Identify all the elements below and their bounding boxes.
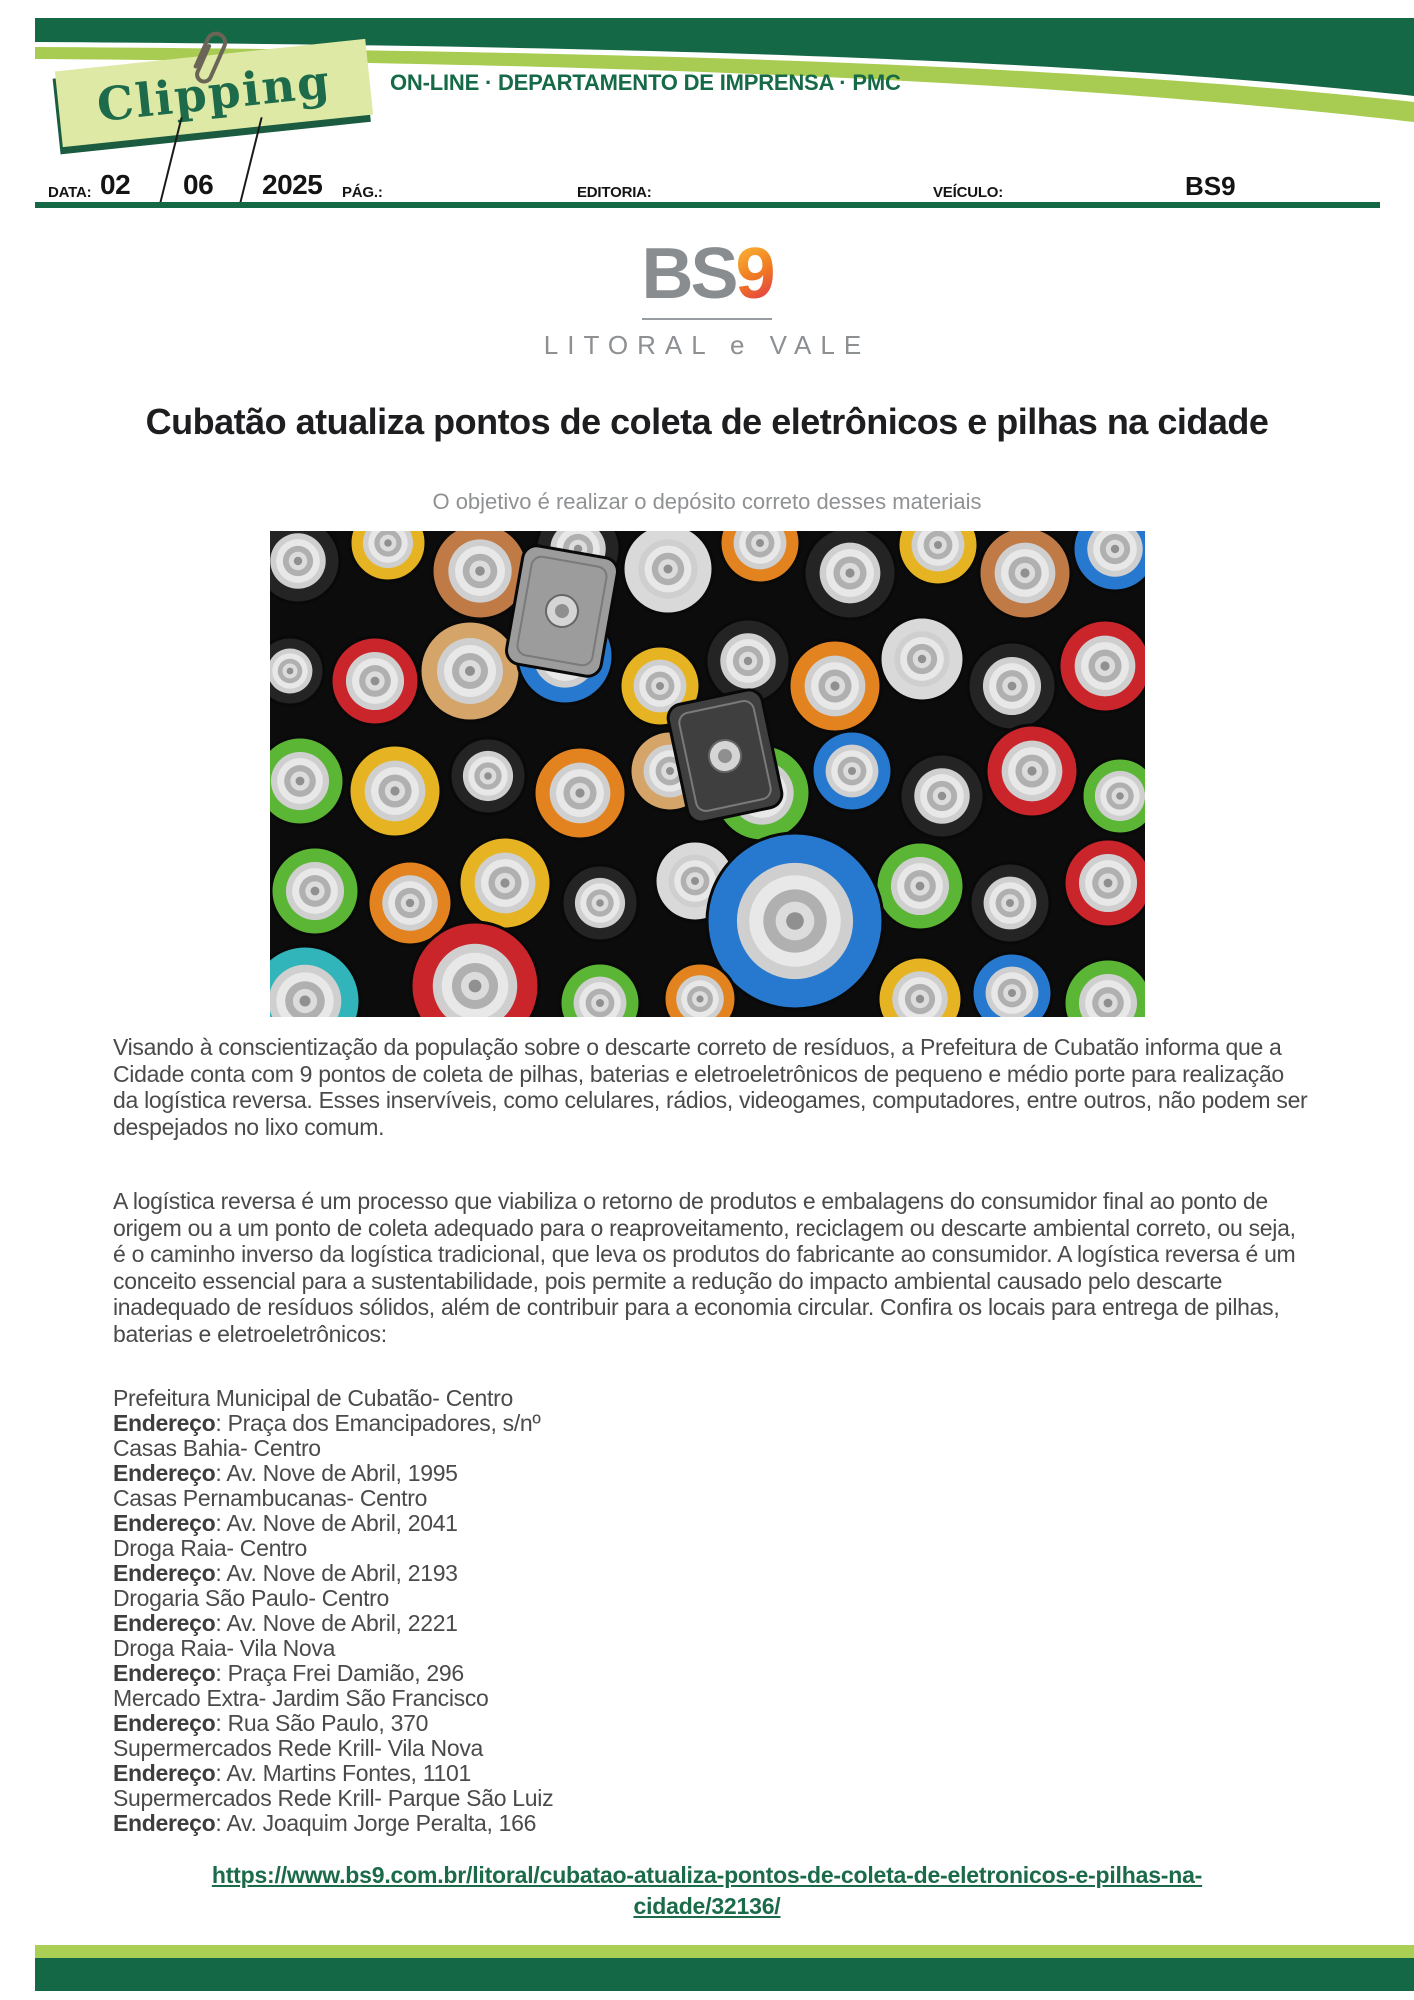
source-link[interactable]: https://www.bs9.com.br/litoral/cubatao-atualiza-pontos-de-coleta-de-eletronicos-e-pilhas-na-cidade/32136/ bbox=[211, 1862, 1203, 1919]
location-name: Prefeitura Municipal de Cubatão- Centro bbox=[113, 1385, 513, 1411]
paragraph: A logística reversa é um processo que viabiliza o retorno de produtos e embalagens do consumidor final ao ponto de origem ou a um ponto de coleta adequado para o reaproveitamento, reciclagem ou descarte ambiental correto, ou seja, é o caminho inverso da logística tradicional, que leva os produtos do fabricante ao consumidor. A logística reversa é um conceito essencial para a sustentabilidade, pois permite a redução do impacto ambiental causado pelo descarte inadequado de resíduos sólidos, além de contribuir para a economia circular. Confira os locais para entrega de pilhas, baterias e eletroeletrônicos: bbox=[113, 1188, 1296, 1347]
logo-tagline: LITORAL e VALE bbox=[543, 330, 871, 360]
location-address: Endereço: Praça Frei Damião, 296 bbox=[113, 1660, 464, 1686]
article-title: Cubatão atualiza pontos de coleta de eletrônicos e pilhas na cidade bbox=[145, 401, 1269, 442]
data-label: DATA: bbox=[48, 184, 92, 201]
location-name: Drogaria São Paulo- Centro bbox=[113, 1585, 390, 1611]
footer-light-band bbox=[35, 1945, 1414, 1958]
article-subtitle: O objetivo é realizar o depósito correto desses materiais bbox=[432, 489, 982, 514]
article-image bbox=[270, 531, 1145, 1017]
location-name: Supermercados Rede Krill- Parque São Luiz bbox=[113, 1785, 554, 1811]
logo-divider bbox=[642, 318, 772, 320]
clipping-label: Clipping bbox=[94, 53, 334, 133]
location-name: Casas Bahia- Centro bbox=[113, 1435, 321, 1461]
location-address: Endereço: Av. Nove de Abril, 1995 bbox=[113, 1460, 458, 1486]
date-year: 2025 bbox=[262, 169, 323, 200]
source-link-wrap bbox=[0, 1860, 1414, 1922]
location-name: Supermercados Rede Krill- Vila Nova bbox=[113, 1735, 484, 1761]
department-line: ON-LINE · DEPARTAMENTO DE IMPRENSA · PMC bbox=[390, 70, 901, 95]
meta-divider bbox=[35, 202, 1380, 208]
paragraph: Visando à conscientização da população sobre o descarte correto de resíduos, a Prefeitura de Cubatão informa que a Cidade conta com 9 pontos de coleta de pilhas, baterias e eletroeletrônicos de pequeno e médio porte para realização da logística reversa. Esses inservíveis, como celulares, rádios, videogames, computadores, entre outros, não podem ser despejados no lixo comum. bbox=[113, 1034, 1308, 1140]
location-address: Endereço: Av. Martins Fontes, 1101 bbox=[113, 1760, 471, 1786]
location-address: Endereço: Av. Nove de Abril, 2193 bbox=[113, 1560, 458, 1586]
location-address: Endereço: Av. Nove de Abril, 2221 bbox=[113, 1610, 458, 1636]
location-address: Endereço: Praça dos Emancipadores, s/nº bbox=[113, 1410, 541, 1436]
footer-dark-band bbox=[35, 1958, 1414, 1991]
date-day: 02 bbox=[100, 169, 131, 200]
location-address: Endereço: Rua São Paulo, 370 bbox=[113, 1710, 429, 1736]
bs9-logo bbox=[0, 234, 1414, 361]
bs9-logo-nine: 9 bbox=[735, 234, 773, 314]
veiculo-label: VEÍCULO: bbox=[933, 184, 1004, 201]
location-name: Droga Raia- Centro bbox=[113, 1535, 308, 1561]
location-address: Endereço: Av. Nove de Abril, 2041 bbox=[113, 1510, 458, 1536]
locations-list bbox=[113, 1386, 1309, 1836]
bs9-logo-prefix: BS bbox=[641, 234, 736, 314]
veiculo-value: BS9 bbox=[1185, 171, 1236, 201]
bs9-logo-text bbox=[0, 234, 1414, 314]
location-address: Endereço: Av. Joaquim Jorge Peralta, 166 bbox=[113, 1810, 537, 1836]
date-month: 06 bbox=[183, 169, 214, 200]
location-name: Droga Raia- Vila Nova bbox=[113, 1635, 336, 1661]
page-label: PÁG.: bbox=[342, 184, 383, 201]
editoria-label: EDITORIA: bbox=[577, 184, 652, 201]
location-name: Mercado Extra- Jardim São Francisco bbox=[113, 1685, 489, 1711]
location-name: Casas Pernambucanas- Centro bbox=[113, 1485, 428, 1511]
